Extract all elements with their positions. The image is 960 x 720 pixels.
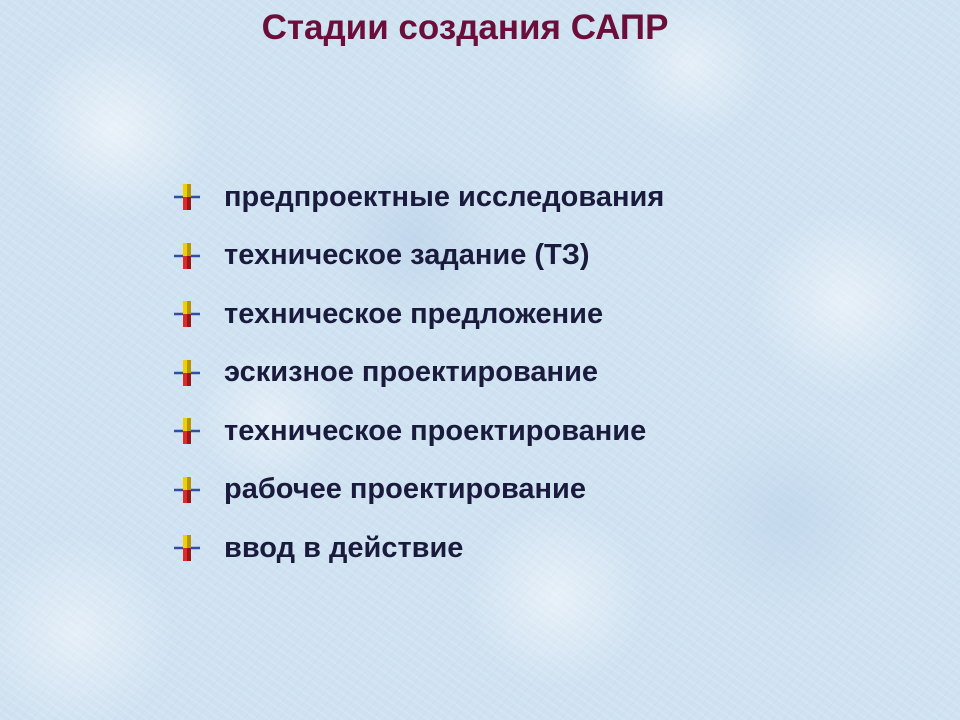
list-item bbox=[172, 285, 664, 344]
stage-list bbox=[172, 168, 664, 578]
list-item bbox=[172, 402, 664, 461]
stage-label: техническое задание (ТЗ) bbox=[224, 239, 590, 272]
stage-label: техническое предложение bbox=[224, 297, 604, 330]
slide-title: Стадии создания САПР bbox=[261, 8, 669, 47]
bullet-icon bbox=[172, 358, 202, 388]
stage-label: ввод в действие bbox=[224, 531, 464, 564]
stage-label: рабочее проектирование bbox=[224, 473, 586, 506]
list-item bbox=[172, 227, 664, 286]
bullet-icon bbox=[172, 533, 202, 563]
bullet-icon bbox=[172, 241, 202, 271]
bullet-icon bbox=[172, 416, 202, 446]
bullet-icon bbox=[172, 475, 202, 505]
stage-label: предпроектные исследования bbox=[224, 180, 665, 213]
list-item bbox=[172, 461, 664, 520]
list-item bbox=[172, 168, 664, 227]
stage-label: техническое проектирование bbox=[224, 414, 647, 447]
bullet-icon bbox=[172, 182, 202, 212]
bullet-icon bbox=[172, 299, 202, 329]
stage-label: эскизное проектирование bbox=[224, 356, 599, 389]
list-item bbox=[172, 519, 664, 578]
list-item bbox=[172, 344, 664, 403]
